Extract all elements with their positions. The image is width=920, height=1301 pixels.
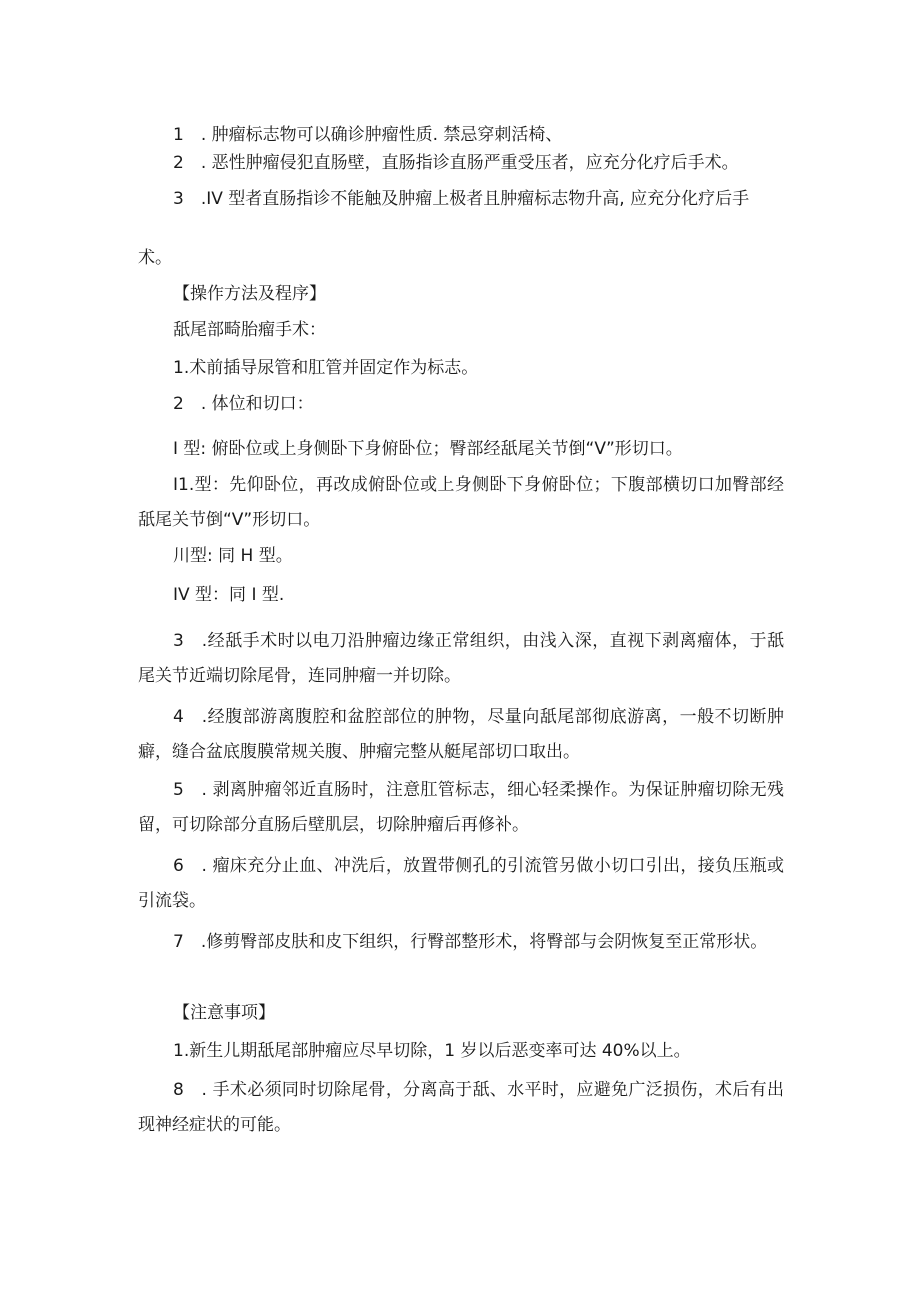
subheading-surgery: 舐尾部畸胎瘤手术： xyxy=(173,320,326,340)
type-4: IV 型：同 I 型. xyxy=(173,585,285,605)
step-4: 4 .经腹部游离腹腔和盆腔部位的肿物，尽量向舐尾部彻底游离，一般不切断肿癖，缝合盆底腹膜常规关腹、肿瘤完整从艇尾部切口取出。 xyxy=(138,707,784,762)
paragraph-3-cont: 术。 xyxy=(138,248,172,268)
paragraph-2: 2 . 恶性肿瘤侵犯直肠壁，直肠指诊直肠严重受压者，应充分化疗后手术。 xyxy=(173,153,739,173)
type-2: I1.型：先仰卧位，再改成俯卧位或上身侧卧下身俯卧位；下腹部横切口加臀部经舐尾关节倒“V”形切口。 xyxy=(138,475,784,530)
step-2: 2 . 体位和切口： xyxy=(173,394,314,414)
step-7: 7 .修剪臀部皮肤和皮下组织，行臀部整形术，将臀部与会阴恢复至正常形状。 xyxy=(173,932,768,952)
step-5: 5 . 剥离肿瘤邻近直肠时，注意肛管标志，细心轻柔操作。为保证肿瘤切除无残留，可切除部分直肠后壁肌层，切除肿瘤后再修补。 xyxy=(138,780,784,835)
step-6: 6 . 瘤床充分止血、冲洗后，放置带侧孔的引流管另做小切口引出，接负压瓶或引流袋。 xyxy=(138,856,784,911)
paragraph-3: 3 .IV 型者直肠指诊不能触及肿瘤上极者且肿瘤标志物升高, 应充分化疗后手 xyxy=(173,189,750,209)
note-8: 8 . 手术必须同时切除尾骨，分离高于舐、水平时，应避免广泛损伤，术后有出现神经症状的可能。 xyxy=(138,1080,784,1135)
step-3: 3 .经舐手术时以电刀沿肿瘤边缘正常组织，由浅入深，直视下剥离瘤体，于舐尾关节近端切除尾骨，连同肿瘤一并切除。 xyxy=(138,631,784,686)
type-1: I 型: 俯卧位或上身侧卧下身俯卧位；臀部经舐尾关节倒“V”形切口。 xyxy=(173,439,683,459)
type-3: 川型: 同 H 型。 xyxy=(173,546,293,566)
section-heading-procedure: 【操作方法及程序】 xyxy=(173,284,326,304)
note-1: 1.新生儿期舐尾部肿瘤应尽早切除，1 岁以后恶变率可达 40%以上。 xyxy=(173,1041,691,1061)
step-1: 1.术前插导尿管和肛管并固定作为标志。 xyxy=(173,358,479,378)
paragraph-1: 1 . 肿瘤标志物可以确诊肿瘤性质. 禁忌穿刺活椅、 xyxy=(173,125,563,145)
section-heading-notes: 【注意事项】 xyxy=(173,1003,275,1023)
